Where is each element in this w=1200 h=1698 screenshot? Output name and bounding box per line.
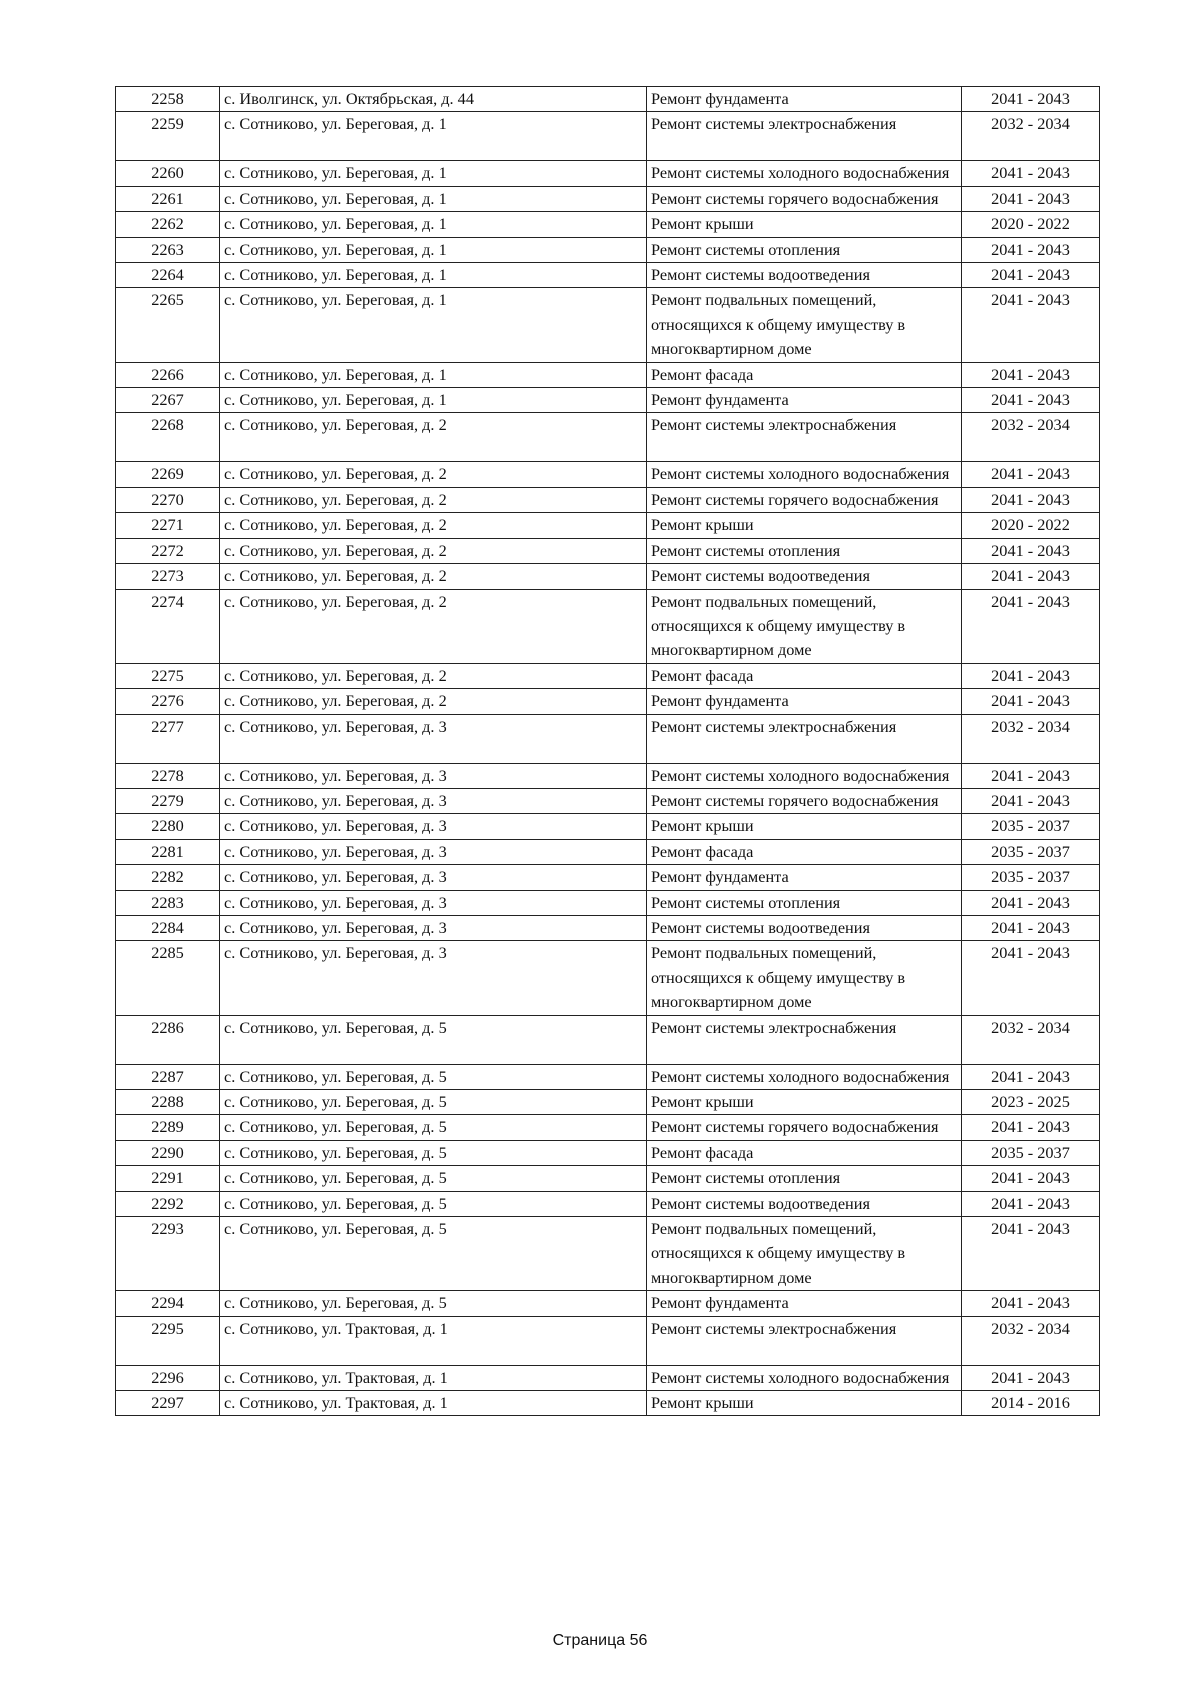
address-cell: с. Сотниково, ул. Береговая, д. 3 (220, 839, 647, 864)
work-type-cell: Ремонт системы водоотведения (647, 564, 962, 589)
address-cell: с. Сотниково, ул. Береговая, д. 5 (220, 1015, 647, 1064)
work-type-cell: Ремонт системы горячего водоснабжения (647, 487, 962, 512)
work-type-cell: Ремонт системы холодного водоснабжения (647, 161, 962, 186)
address-cell: с. Сотниково, ул. Береговая, д. 5 (220, 1115, 647, 1140)
period-cell: 2020 - 2022 (962, 513, 1100, 538)
period-cell: 2023 - 2025 (962, 1090, 1100, 1115)
address-cell: с. Сотниково, ул. Береговая, д. 2 (220, 564, 647, 589)
table-row (116, 513, 1100, 538)
table-row (116, 487, 1100, 512)
period-cell: 2014 - 2016 (962, 1391, 1100, 1416)
row-number: 2281 (116, 839, 220, 864)
row-number: 2285 (116, 941, 220, 1015)
address-cell: с. Иволгинск, ул. Октябрьская, д. 44 (220, 87, 647, 112)
address-cell: с. Сотниково, ул. Береговая, д. 3 (220, 714, 647, 763)
table-row (116, 186, 1100, 211)
work-type-cell: Ремонт системы горячего водоснабжения (647, 788, 962, 813)
table-row (116, 714, 1100, 763)
address-cell: с. Сотниково, ул. Береговая, д. 2 (220, 663, 647, 688)
period-cell: 2041 - 2043 (962, 915, 1100, 940)
row-number: 2276 (116, 689, 220, 714)
row-number: 2272 (116, 538, 220, 563)
period-cell: 2020 - 2022 (962, 212, 1100, 237)
work-type-cell: Ремонт крыши (647, 814, 962, 839)
table-row (116, 941, 1100, 1015)
work-type-cell: Ремонт системы отопления (647, 1166, 962, 1191)
period-cell: 2041 - 2043 (962, 941, 1100, 1015)
period-cell: 2041 - 2043 (962, 237, 1100, 262)
period-cell: 2041 - 2043 (962, 788, 1100, 813)
period-cell: 2032 - 2034 (962, 413, 1100, 462)
period-cell: 2032 - 2034 (962, 714, 1100, 763)
work-type-cell: Ремонт фундамента (647, 388, 962, 413)
address-cell: с. Сотниково, ул. Береговая, д. 3 (220, 865, 647, 890)
row-number: 2273 (116, 564, 220, 589)
table-row (116, 1191, 1100, 1216)
period-cell: 2041 - 2043 (962, 186, 1100, 211)
address-cell: с. Сотниково, ул. Береговая, д. 3 (220, 941, 647, 1015)
work-type-cell: Ремонт системы электроснабжения (647, 413, 962, 462)
period-cell: 2041 - 2043 (962, 462, 1100, 487)
table-row (116, 362, 1100, 387)
address-cell: с. Сотниково, ул. Береговая, д. 2 (220, 462, 647, 487)
period-cell: 2032 - 2034 (962, 112, 1100, 161)
work-type-cell: Ремонт подвальных помещений, относящихся к общему имуществу в многоквартирном доме (647, 1217, 962, 1291)
address-cell: с. Сотниково, ул. Береговая, д. 2 (220, 538, 647, 563)
address-cell: с. Сотниково, ул. Береговая, д. 3 (220, 763, 647, 788)
address-cell: с. Сотниково, ул. Береговая, д. 1 (220, 112, 647, 161)
table-row (116, 1015, 1100, 1064)
table-row (116, 1115, 1100, 1140)
table-row (116, 1090, 1100, 1115)
period-cell: 2041 - 2043 (962, 288, 1100, 362)
address-cell: с. Сотниково, ул. Береговая, д. 3 (220, 788, 647, 813)
period-cell: 2041 - 2043 (962, 1166, 1100, 1191)
address-cell: с. Сотниково, ул. Береговая, д. 2 (220, 689, 647, 714)
address-cell: с. Сотниково, ул. Береговая, д. 1 (220, 161, 647, 186)
table-row (116, 161, 1100, 186)
work-type-cell: Ремонт системы горячего водоснабжения (647, 1115, 962, 1140)
address-cell: с. Сотниково, ул. Береговая, д. 1 (220, 212, 647, 237)
period-cell: 2035 - 2037 (962, 839, 1100, 864)
address-cell: с. Сотниково, ул. Трактовая, д. 1 (220, 1316, 647, 1365)
address-cell: с. Сотниково, ул. Трактовая, д. 1 (220, 1391, 647, 1416)
work-type-cell: Ремонт системы отопления (647, 890, 962, 915)
row-number: 2287 (116, 1064, 220, 1089)
address-cell: с. Сотниково, ул. Береговая, д. 5 (220, 1090, 647, 1115)
table-row (116, 915, 1100, 940)
page-number: Страница 56 (552, 1632, 648, 1649)
address-cell: с. Сотниково, ул. Береговая, д. 3 (220, 814, 647, 839)
row-number: 2274 (116, 589, 220, 663)
table-row (116, 890, 1100, 915)
work-type-cell: Ремонт системы холодного водоснабжения (647, 763, 962, 788)
address-cell: с. Сотниково, ул. Береговая, д. 3 (220, 890, 647, 915)
table-row (116, 112, 1100, 161)
row-number: 2271 (116, 513, 220, 538)
row-number: 2296 (116, 1365, 220, 1390)
period-cell: 2041 - 2043 (962, 538, 1100, 563)
table-row (116, 663, 1100, 688)
work-type-cell: Ремонт фундамента (647, 1291, 962, 1316)
table-body (116, 87, 1100, 1416)
table-row (116, 237, 1100, 262)
work-type-cell: Ремонт фасада (647, 1140, 962, 1165)
table-row (116, 1391, 1100, 1416)
row-number: 2275 (116, 663, 220, 688)
row-number: 2293 (116, 1217, 220, 1291)
period-cell: 2041 - 2043 (962, 362, 1100, 387)
period-cell: 2041 - 2043 (962, 1217, 1100, 1291)
work-type-cell: Ремонт подвальных помещений, относящихся к общему имуществу в многоквартирном доме (647, 288, 962, 362)
work-type-cell: Ремонт крыши (647, 1090, 962, 1115)
work-type-cell: Ремонт крыши (647, 513, 962, 538)
period-cell: 2041 - 2043 (962, 1365, 1100, 1390)
row-number: 2279 (116, 788, 220, 813)
address-cell: с. Сотниково, ул. Береговая, д. 1 (220, 288, 647, 362)
table-row (116, 413, 1100, 462)
table-row (116, 1166, 1100, 1191)
period-cell: 2041 - 2043 (962, 263, 1100, 288)
work-type-cell: Ремонт системы холодного водоснабжения (647, 462, 962, 487)
work-type-cell: Ремонт фасада (647, 839, 962, 864)
period-cell: 2041 - 2043 (962, 1191, 1100, 1216)
work-type-cell: Ремонт системы горячего водоснабжения (647, 186, 962, 211)
work-type-cell: Ремонт фундамента (647, 689, 962, 714)
row-number: 2289 (116, 1115, 220, 1140)
period-cell: 2032 - 2034 (962, 1316, 1100, 1365)
row-number: 2260 (116, 161, 220, 186)
table-row (116, 1365, 1100, 1390)
table-row (116, 388, 1100, 413)
table-row (116, 564, 1100, 589)
table-row (116, 462, 1100, 487)
work-type-cell: Ремонт фасада (647, 663, 962, 688)
row-number: 2259 (116, 112, 220, 161)
period-cell: 2041 - 2043 (962, 564, 1100, 589)
row-number: 2292 (116, 1191, 220, 1216)
table-row (116, 1140, 1100, 1165)
table-row (116, 1316, 1100, 1365)
work-type-cell: Ремонт подвальных помещений, относящихся к общему имуществу в многоквартирном доме (647, 941, 962, 1015)
table-row (116, 788, 1100, 813)
address-cell: с. Сотниково, ул. Береговая, д. 1 (220, 263, 647, 288)
row-number: 2290 (116, 1140, 220, 1165)
address-cell: с. Сотниково, ул. Береговая, д. 2 (220, 413, 647, 462)
table-row (116, 763, 1100, 788)
work-type-cell: Ремонт крыши (647, 212, 962, 237)
work-type-cell: Ремонт фундамента (647, 87, 962, 112)
work-type-cell: Ремонт крыши (647, 1391, 962, 1416)
row-number: 2282 (116, 865, 220, 890)
address-cell: с. Сотниково, ул. Береговая, д. 5 (220, 1064, 647, 1089)
table-row (116, 538, 1100, 563)
period-cell: 2041 - 2043 (962, 763, 1100, 788)
address-cell: с. Сотниково, ул. Береговая, д. 1 (220, 237, 647, 262)
period-cell: 2041 - 2043 (962, 87, 1100, 112)
row-number: 2288 (116, 1090, 220, 1115)
row-number: 2280 (116, 814, 220, 839)
address-cell: с. Сотниково, ул. Береговая, д. 1 (220, 388, 647, 413)
work-type-cell: Ремонт системы электроснабжения (647, 1015, 962, 1064)
row-number: 2291 (116, 1166, 220, 1191)
row-number: 2258 (116, 87, 220, 112)
address-cell: с. Сотниково, ул. Береговая, д. 5 (220, 1166, 647, 1191)
work-type-cell: Ремонт системы водоотведения (647, 1191, 962, 1216)
address-cell: с. Сотниково, ул. Береговая, д. 2 (220, 513, 647, 538)
row-number: 2270 (116, 487, 220, 512)
table-row (116, 865, 1100, 890)
table-row (116, 263, 1100, 288)
table-row (116, 814, 1100, 839)
address-cell: с. Сотниково, ул. Береговая, д. 1 (220, 186, 647, 211)
row-number: 2268 (116, 413, 220, 462)
work-type-cell: Ремонт системы отопления (647, 237, 962, 262)
work-type-cell: Ремонт системы водоотведения (647, 915, 962, 940)
row-number: 2286 (116, 1015, 220, 1064)
row-number: 2261 (116, 186, 220, 211)
period-cell: 2041 - 2043 (962, 1064, 1100, 1089)
row-number: 2283 (116, 890, 220, 915)
period-cell: 2041 - 2043 (962, 589, 1100, 663)
period-cell: 2041 - 2043 (962, 161, 1100, 186)
period-cell: 2041 - 2043 (962, 663, 1100, 688)
period-cell: 2041 - 2043 (962, 1115, 1100, 1140)
row-number: 2263 (116, 237, 220, 262)
table-row (116, 589, 1100, 663)
table-row (116, 1291, 1100, 1316)
address-cell: с. Сотниково, ул. Береговая, д. 5 (220, 1191, 647, 1216)
address-cell: с. Сотниково, ул. Береговая, д. 3 (220, 915, 647, 940)
period-cell: 2041 - 2043 (962, 388, 1100, 413)
period-cell: 2041 - 2043 (962, 1291, 1100, 1316)
period-cell: 2032 - 2034 (962, 1015, 1100, 1064)
row-number: 2278 (116, 763, 220, 788)
work-type-cell: Ремонт подвальных помещений, относящихся к общему имуществу в многоквартирном доме (647, 589, 962, 663)
row-number: 2262 (116, 212, 220, 237)
row-number: 2269 (116, 462, 220, 487)
table-row (116, 288, 1100, 362)
work-type-cell: Ремонт системы электроснабжения (647, 112, 962, 161)
work-type-cell: Ремонт системы электроснабжения (647, 1316, 962, 1365)
work-type-cell: Ремонт системы отопления (647, 538, 962, 563)
period-cell: 2035 - 2037 (962, 1140, 1100, 1165)
address-cell: с. Сотниково, ул. Береговая, д. 1 (220, 362, 647, 387)
table-row (116, 689, 1100, 714)
period-cell: 2035 - 2037 (962, 865, 1100, 890)
address-cell: с. Сотниково, ул. Береговая, д. 2 (220, 589, 647, 663)
work-type-cell: Ремонт фундамента (647, 865, 962, 890)
address-cell: с. Сотниково, ул. Береговая, д. 5 (220, 1140, 647, 1165)
row-number: 2264 (116, 263, 220, 288)
table-row (116, 1217, 1100, 1291)
period-cell: 2035 - 2037 (962, 814, 1100, 839)
row-number: 2294 (116, 1291, 220, 1316)
period-cell: 2041 - 2043 (962, 487, 1100, 512)
work-type-cell: Ремонт системы водоотведения (647, 263, 962, 288)
row-number: 2265 (116, 288, 220, 362)
table-row (116, 1064, 1100, 1089)
table-row (116, 839, 1100, 864)
address-cell: с. Сотниково, ул. Береговая, д. 2 (220, 487, 647, 512)
period-cell: 2041 - 2043 (962, 890, 1100, 915)
table-row (116, 212, 1100, 237)
row-number: 2284 (116, 915, 220, 940)
row-number: 2297 (116, 1391, 220, 1416)
work-type-cell: Ремонт фасада (647, 362, 962, 387)
work-type-cell: Ремонт системы холодного водоснабжения (647, 1064, 962, 1089)
work-type-cell: Ремонт системы электроснабжения (647, 714, 962, 763)
row-number: 2295 (116, 1316, 220, 1365)
table-row (116, 87, 1100, 112)
work-type-cell: Ремонт системы холодного водоснабжения (647, 1365, 962, 1390)
row-number: 2266 (116, 362, 220, 387)
address-cell: с. Сотниково, ул. Береговая, д. 5 (220, 1291, 647, 1316)
repair-schedule-table (115, 86, 1100, 1416)
address-cell: с. Сотниково, ул. Береговая, д. 5 (220, 1217, 647, 1291)
row-number: 2267 (116, 388, 220, 413)
period-cell: 2041 - 2043 (962, 689, 1100, 714)
row-number: 2277 (116, 714, 220, 763)
address-cell: с. Сотниково, ул. Трактовая, д. 1 (220, 1365, 647, 1390)
